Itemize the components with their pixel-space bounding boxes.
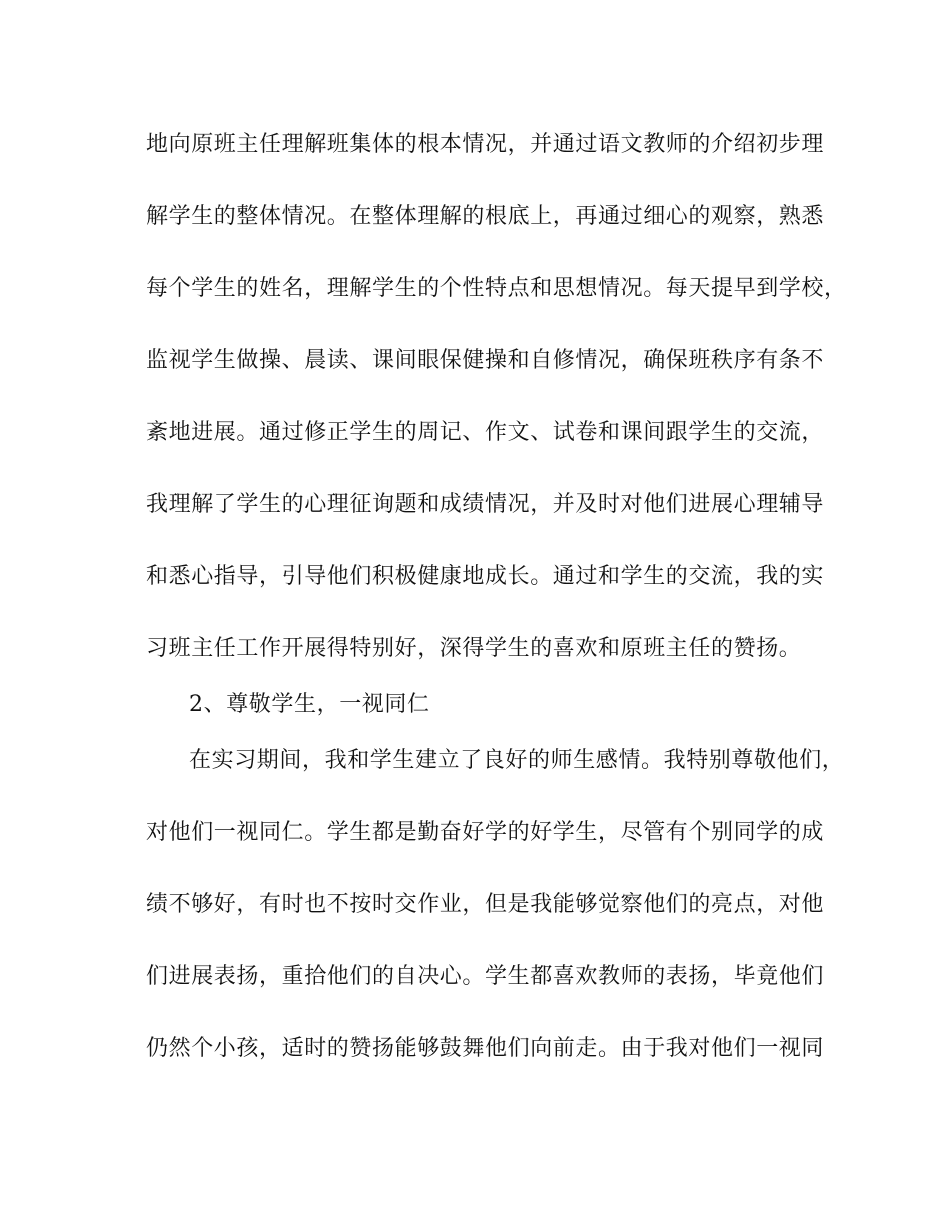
paragraph-1-line-5: 紊地进展。通过修正学生的周记、作文、试卷和课间跟学生的交流， — [146, 420, 825, 445]
paragraph-2-line-1: 在实习期间，我和学生建立了良好的师生感情。我特别尊敬他们， — [189, 748, 845, 773]
paragraph-2-line-4: 们进展表扬，重拾他们的自决心。学生都喜欢教师的表扬，毕竟他们 — [146, 964, 825, 989]
section-heading: 2、尊敬学生，一视同仁 — [189, 692, 430, 717]
paragraph-1-line-8: 习班主任工作开展得特别好，深得学生的喜欢和原班主任的赞扬。 — [146, 636, 802, 661]
paragraph-1-line-1: 地向原班主任理解班集体的根本情况，并通过语文教师的介绍初步理 — [146, 132, 825, 157]
paragraph-2-line-5: 仍然个小孩，适时的赞扬能够鼓舞他们向前走。由于我对他们一视同 — [146, 1036, 825, 1061]
paragraph-1-line-7: 和悉心指导，引导他们积极健康地成长。通过和学生的交流，我的实 — [146, 564, 825, 589]
paragraph-2-line-2: 对他们一视同仁。学生都是勤奋好学的好学生，尽管有个别同学的成 — [146, 820, 825, 845]
paragraph-1-line-6: 我理解了学生的心理征询题和成绩情况，并及时对他们进展心理辅导 — [146, 492, 825, 517]
paragraph-1-line-3: 每个学生的姓名，理解学生的个性特点和思想情况。每天提早到学校， — [146, 276, 847, 301]
paragraph-1-line-2: 解学生的整体情况。在整体理解的根底上，再通过细心的观察，熟悉 — [146, 204, 825, 229]
paragraph-2-line-3: 绩不够好，有时也不按时交作业，但是我能够觉察他们的亮点，对他 — [146, 892, 825, 917]
paragraph-1-line-4: 监视学生做操、晨读、课间眼保健操和自修情况，确保班秩序有条不 — [146, 348, 825, 373]
